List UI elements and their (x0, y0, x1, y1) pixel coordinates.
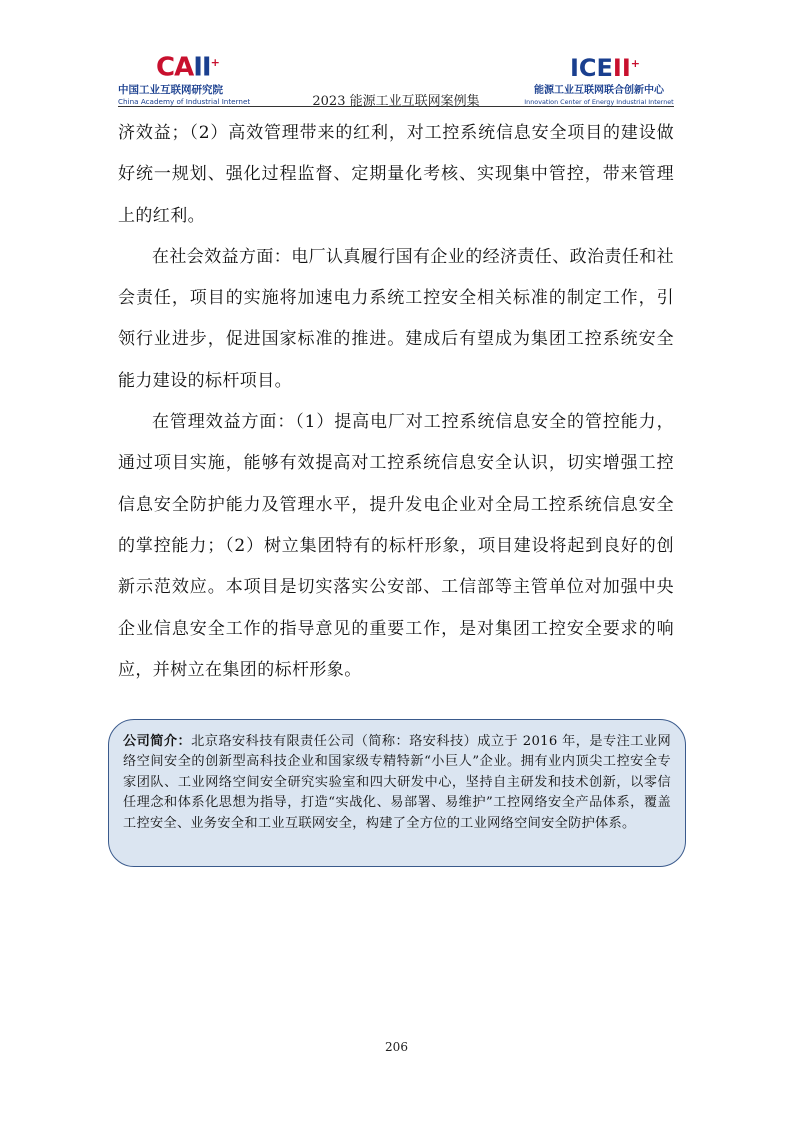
company-profile-label: 公司简介： (123, 734, 192, 749)
page-header (118, 50, 674, 108)
caii-logo-en: China Academy of Industrial Internet (118, 96, 251, 106)
header-title: 2023 能源工业互联网案例集 (312, 94, 480, 109)
caii-logo-mark: CAII+ (156, 52, 219, 83)
iceii-logo-cn: 能源工业互联网联合创新中心 (534, 85, 664, 96)
caii-logo-cn: 中国工业互联网研究院 (118, 83, 223, 96)
body-text (118, 113, 674, 691)
paragraph-social-benefit: 在社会效益方面：电厂认真履行国有企业的经济责任、政治责任和社会责任，项目的实施将加速电力系统工控安全相关标准的制定工作，引领行业进步，促进国家标准的推进。建成后有望成为集团工控系统安全能力建设的标杆项目。 (118, 246, 674, 391)
company-profile-body: 北京珞安科技有限责任公司（简称：珞安科技）成立于 2016 年，是专注工业网络空间安全的创新型高科技企业和国家级专精特新“小巨人”企业。拥有业内顶尖工控安全专家团队、工业网络空间安全研究实验室和四大研发中心，坚持自主研发和技术创新，以零信任理念和体系化思想为指导，打造“实战化、易部署、易维护”工控网络安全产品体系，覆盖工控安全、业务安全和工业互联网安全，构建了全方位的工业网络空间安全防护体系。 (123, 734, 671, 831)
company-profile-text (123, 732, 671, 834)
iceii-logo-mark: ICEII+ (569, 54, 640, 82)
header-divider (118, 106, 674, 107)
paragraph-continuation: 济效益；（2）高效管理带来的红利，对工控系统信息安全项目的建设做好统一规划、强化过程监督、定期量化考核、实现集中管控，带来管理上的红利。 (118, 123, 674, 226)
iceii-logo (524, 52, 674, 106)
paragraph-management-benefit: 在管理效益方面：（1）提高电厂对工控系统信息安全的管控能力，通过项目实施，能够有效提高对工控系统信息安全认识，切实增强工控信息安全防护能力及管理水平，提升发电企业对全局工控系统信息安全的掌控能力；（2）树立集团特有的标杆形象，项目建设将起到良好的创新示范效应。本项目是切实落实公安部、工信部等主管单位对加强中央企业信息安全工作的指导意见的重要工作，是对集团工控安全要求的响应，并树立在集团的标杆形象。 (118, 412, 674, 680)
company-profile-box (108, 719, 686, 867)
iceii-logo-en: Innovation Center of Energy Industrial Internet (524, 98, 674, 106)
page-number: 206 (385, 1040, 408, 1054)
